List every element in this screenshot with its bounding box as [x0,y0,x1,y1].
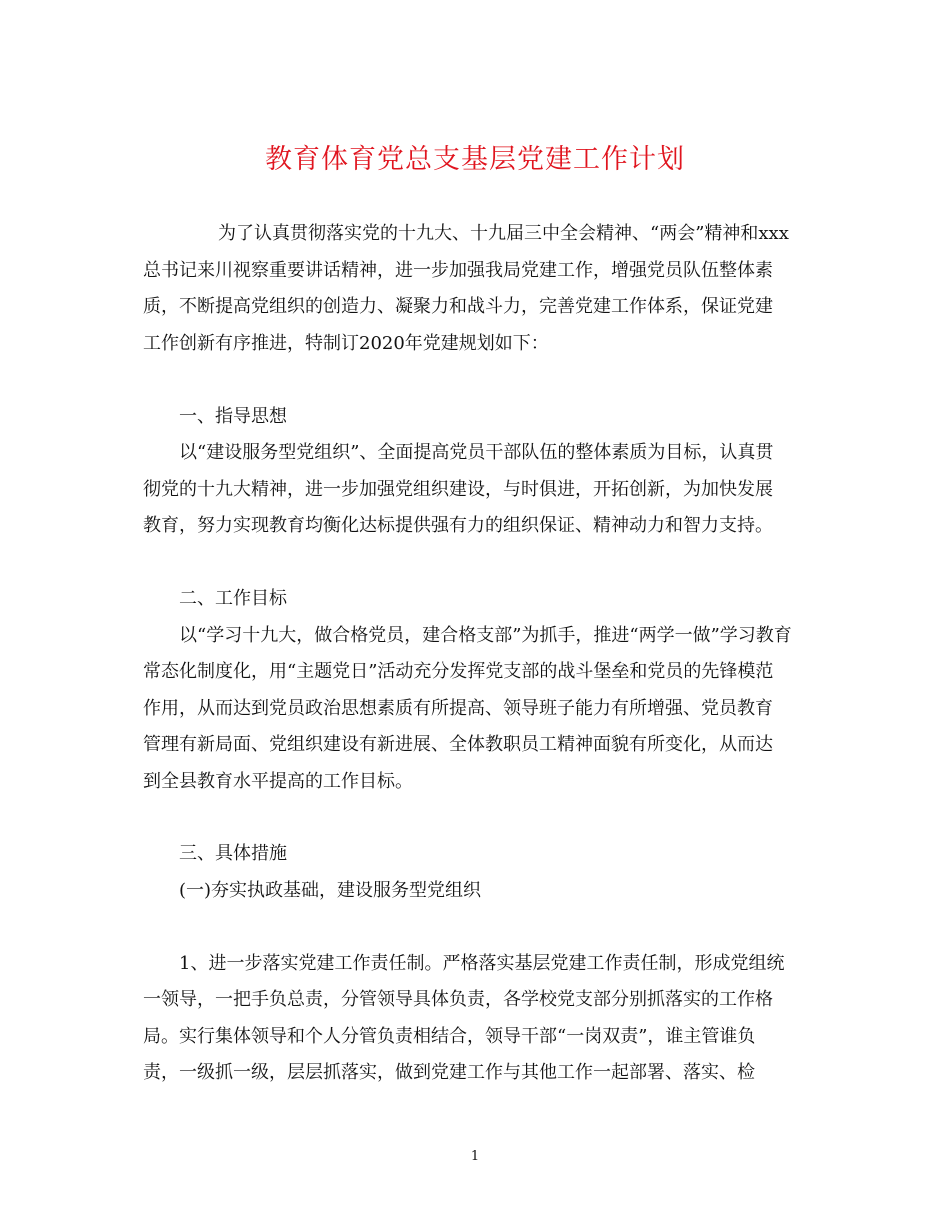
section3-line-4: 责，一级抓一级，层层抓落实，做到党建工作与其他工作一起部署、落实、检 [143,1062,755,1083]
intro-line-1: 为了认真贯彻落实党的十九大、十九届三中全会精神、“两会”精神和xxx [218,223,789,244]
section-heading-2: 二、工作目标 [179,588,287,609]
section2-line-5: 到全县教育水平提高的工作目标。 [143,771,413,792]
section2-line-2: 常态化制度化，用“主题党日”活动充分发挥党支部的战斗堡垒和党员的先锋模范 [143,661,774,682]
intro-line-4: 工作创新有序推进，特制订2020年党建规划如下： [143,333,549,354]
intro-line-2: 总书记来川视察重要讲话精神，进一步加强我局党建工作，增强党员队伍整体素 [143,260,773,281]
intro-line-3: 质，不断提高党组织的创造力、凝聚力和战斗力，完善党建工作体系，保证党建 [143,296,773,317]
section1-line-1: 以“建设服务型党组织”、全面提高党员干部队伍的整体素质为目标，认真贯 [179,442,774,463]
section1-line-2: 彻党的十九大精神，进一步加强党组织建设，与时俱进，开拓创新，为加快发展 [143,479,773,500]
section2-line-4: 管理有新局面、党组织建设有新进展、全体教职员工精神面貌有所变化，从而达 [143,734,773,755]
section-heading-1: 一、指导思想 [179,406,287,427]
document-title: 教育体育党总支基层党建工作计划 [265,144,685,175]
page-number: 1 [470,1149,480,1164]
subsection-heading-3-1: (一)夯实执政基础，建设服务型党组织 [179,880,482,901]
section3-line-3: 局。实行集体领导和个人分管负责相结合，领导干部“一岗双责”，谁主管谁负 [143,1026,756,1047]
section2-line-3: 作用，从而达到党员政治思想素质有所提高、领导班子能力有所增强、党员教育 [143,698,773,719]
section3-line-1: 1、进一步落实党建工作责任制。严格落实基层党建工作责任制，形成党组统 [179,953,785,974]
section2-line-1: 以“学习十九大，做合格党员，建合格支部”为抓手，推进“两学一做”学习教育 [179,625,792,646]
section-heading-3: 三、具体措施 [179,843,287,864]
section3-line-2: 一领导，一把手负总责，分管领导具体负责，各学校党支部分别抓落实的工作格 [143,989,773,1010]
section1-line-3: 教育，努力实现教育均衡化达标提供强有力的组织保证、精神动力和智力支持。 [143,515,773,536]
